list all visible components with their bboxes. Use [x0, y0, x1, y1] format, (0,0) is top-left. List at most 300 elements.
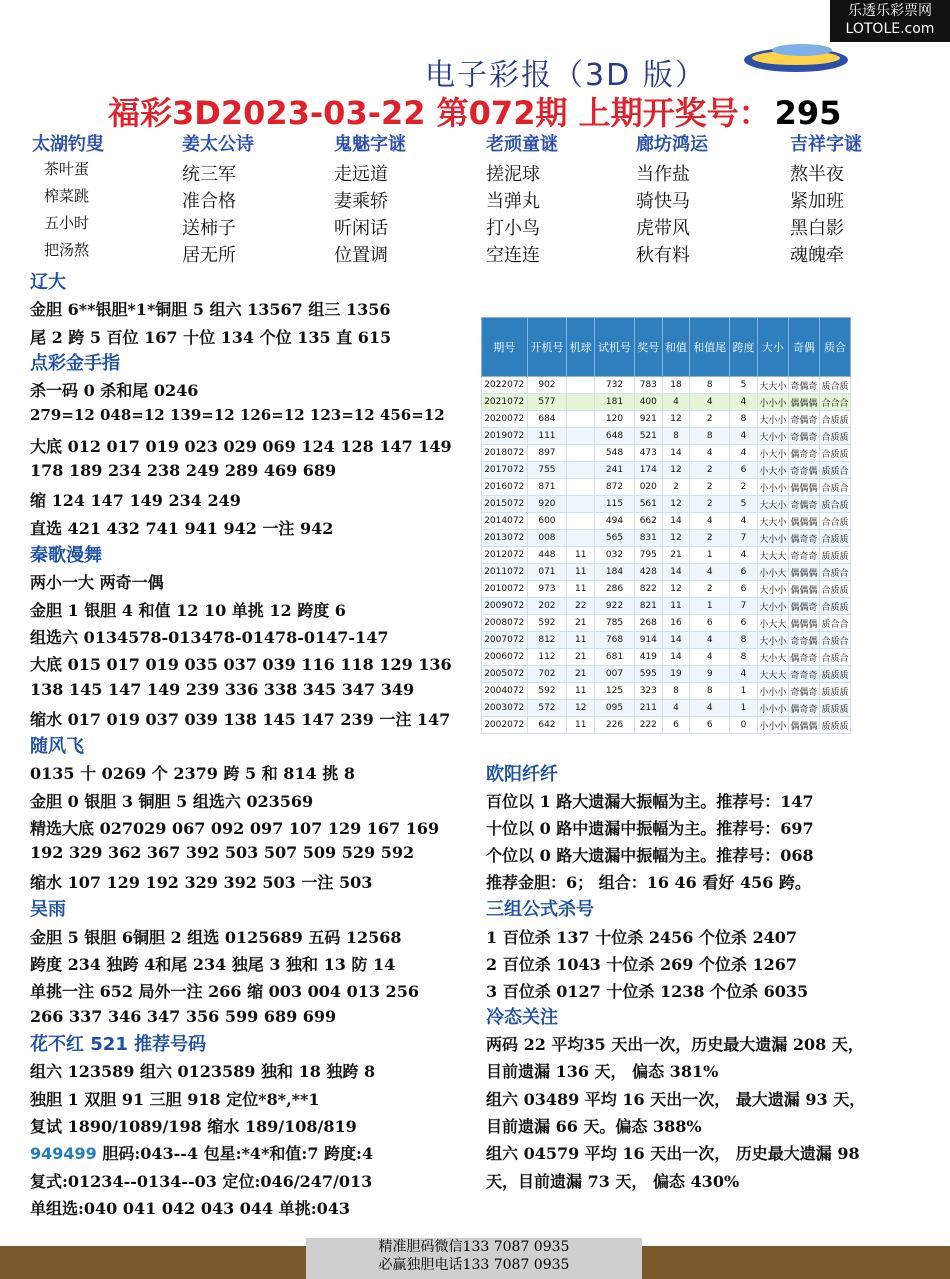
- table-cell: 14: [662, 513, 690, 530]
- riddle-item: 榨菜跳: [44, 187, 90, 205]
- table-cell: 质合质: [819, 377, 850, 394]
- table-cell: 8: [662, 428, 690, 445]
- table-cell: 592: [527, 615, 567, 632]
- sff-line: 192 329 362 367 392 503 507 509 529 592: [30, 843, 415, 862]
- section-title-dcjsz: 点彩金手指: [30, 353, 120, 374]
- section-title-liaoda: 辽大: [30, 272, 66, 293]
- table-cell: 2009072: [482, 598, 528, 615]
- table-cell: 0: [730, 717, 758, 734]
- table-cell: 7: [730, 598, 758, 615]
- table-cell: 268: [634, 615, 662, 632]
- table-cell: 12: [662, 411, 690, 428]
- riddle-column-title: 姜太公诗: [182, 134, 254, 155]
- table-cell: 18: [662, 377, 690, 394]
- dcjsz-line: 178 189 234 238 249 289 469 689: [30, 461, 337, 480]
- table-cell: 大小小: [757, 598, 788, 615]
- table-cell: 020: [634, 479, 662, 496]
- table-cell: 755: [527, 462, 567, 479]
- table-cell: 合质质: [819, 598, 850, 615]
- table-row: [482, 649, 851, 666]
- wy-line: 单挑一注 652 局外一注 266 缩 003 004 013 256: [30, 982, 419, 1001]
- table-cell: 奇奇奇: [788, 547, 819, 564]
- table-cell: 奇偶奇: [788, 496, 819, 513]
- table-cell: 2: [690, 411, 730, 428]
- table-cell: 14: [662, 649, 690, 666]
- table-cell: 小小小: [757, 683, 788, 700]
- table-cell: [567, 462, 595, 479]
- table-cell: 质质质: [819, 683, 850, 700]
- table-cell: 897: [527, 445, 567, 462]
- riddle-item: 居无所: [182, 245, 236, 266]
- table-cell: 973: [527, 581, 567, 598]
- table-cell: 2006072: [482, 649, 528, 666]
- table-cell: 偶奇奇: [788, 700, 819, 717]
- table-cell: 120: [595, 411, 635, 428]
- riddle-column-title: 太湖钓叟: [32, 134, 104, 155]
- table-cell: 奇偶奇: [788, 411, 819, 428]
- qgmw-line: 大底 015 017 019 035 037 039 116 118 129 136: [30, 655, 452, 674]
- table-cell: 494: [595, 513, 635, 530]
- table-cell: 768: [595, 632, 635, 649]
- table-cell: 902: [527, 377, 567, 394]
- section-title-ltgz: 冷态关注: [486, 1007, 558, 1028]
- table-cell: 2: [662, 479, 690, 496]
- table-cell: 4: [690, 632, 730, 649]
- tail-line: [30, 1141, 373, 1164]
- table-cell: [567, 513, 595, 530]
- section-title-sff: 随风飞: [30, 736, 84, 757]
- table-cell: 小小大: [757, 564, 788, 581]
- table-cell: 1: [690, 598, 730, 615]
- table-header-cell: 大小: [757, 318, 788, 377]
- table-cell: 783: [634, 377, 662, 394]
- table-cell: 11: [567, 547, 595, 564]
- table-cell: 12: [662, 462, 690, 479]
- table-header-cell: 和值尾: [690, 318, 730, 377]
- riddle-item: 茶叶蛋: [44, 160, 90, 178]
- table-cell: 大大小: [757, 377, 788, 394]
- table-header-cell: 期号: [482, 318, 528, 377]
- table-cell: 合质合: [819, 649, 850, 666]
- szgs-line: 3 百位杀 0127 十位杀 1238 个位杀 6035: [486, 982, 809, 1001]
- table-cell: 12: [567, 700, 595, 717]
- oyqy-line: 个位以 0 路大遗漏中振幅为主。推荐号：068: [486, 846, 814, 865]
- table-cell: 2014072: [482, 513, 528, 530]
- footer-line2: 必赢独胆电话133 7087 0935: [378, 1257, 570, 1273]
- table-cell: 112: [527, 649, 567, 666]
- table-cell: 奇奇偶: [788, 632, 819, 649]
- sff-line: 精选大底 027029 067 092 097 107 129 167 169: [30, 819, 440, 838]
- table-cell: 8: [730, 411, 758, 428]
- headline: [108, 88, 841, 134]
- table-cell: 合质质: [819, 428, 850, 445]
- sff-line: 金胆 0 银胆 3 铜胆 5 组选六 023569: [30, 792, 314, 811]
- table-cell: 4: [690, 649, 730, 666]
- table-cell: 2007072: [482, 632, 528, 649]
- table-cell: 202: [527, 598, 567, 615]
- table-cell: [567, 428, 595, 445]
- table-cell: 大大小: [757, 496, 788, 513]
- ltgz-line: 两码 22 平均35 天出一次，历史最大遗漏 208 天，: [486, 1035, 864, 1054]
- hbh-line: 复试 1890/1089/198 缩水 189/108/819: [30, 1117, 357, 1136]
- table-cell: 448: [527, 547, 567, 564]
- table-cell: 572: [527, 700, 567, 717]
- table-cell: 795: [634, 547, 662, 564]
- table-row: [482, 683, 851, 700]
- table-body: [482, 377, 851, 734]
- table-row: [482, 700, 851, 717]
- table-row: [482, 394, 851, 411]
- qgmw-line: 金胆 1 银胆 4 和值 12 10 单挑 12 跨度 6: [30, 601, 346, 620]
- oyqy-line: 十位以 0 路中遗漏中振幅为主。推荐号：697: [486, 819, 814, 838]
- table-cell: 质质质: [819, 547, 850, 564]
- table-cell: 6: [690, 615, 730, 632]
- table-cell: 4: [730, 547, 758, 564]
- table-cell: 7: [730, 530, 758, 547]
- table-row: [482, 377, 851, 394]
- riddle-item: 虎带风: [636, 218, 690, 239]
- history-table: [481, 317, 851, 734]
- table-cell: 2022072: [482, 377, 528, 394]
- tail-text: 胆码:043--4 包星:*4*和值:7 跨度:4: [96, 1144, 374, 1163]
- dcjsz-line: 缩 124 147 149 234 249: [30, 491, 241, 510]
- table-cell: 032: [595, 547, 635, 564]
- table-cell: 12: [662, 530, 690, 547]
- table-cell: 4: [730, 428, 758, 445]
- ltgz-line: 组六 03489 平均 16 天出一次， 最大遗漏 93 天，: [486, 1090, 866, 1109]
- table-row: [482, 581, 851, 598]
- table-row: [482, 513, 851, 530]
- table-cell: 561: [634, 496, 662, 513]
- section-title-wy: 吴雨: [30, 899, 66, 920]
- table-cell: 2004072: [482, 683, 528, 700]
- table-cell: 4: [690, 445, 730, 462]
- table-cell: 642: [527, 717, 567, 734]
- table-cell: 合质合: [819, 632, 850, 649]
- table-row: [482, 462, 851, 479]
- table-cell: 11: [567, 683, 595, 700]
- table-cell: 2016072: [482, 479, 528, 496]
- table-cell: 5: [730, 377, 758, 394]
- hbh-line: 独胆 1 双胆 91 三胆 918 定位*8*,**1: [30, 1090, 320, 1109]
- table-cell: 1: [730, 683, 758, 700]
- ltgz-line: 天，目前遗漏 73 天， 偏态 430%: [486, 1172, 740, 1191]
- table-cell: 4: [730, 666, 758, 683]
- table-cell: 831: [634, 530, 662, 547]
- table-row: [482, 496, 851, 513]
- riddle-item: 当弹丸: [486, 191, 540, 212]
- table-cell: 合质合: [819, 564, 850, 581]
- liaoda-line: 尾 2 跨 5 百位 167 十位 134 个位 135 直 615: [30, 328, 392, 347]
- riddle-item: 当作盐: [636, 164, 690, 185]
- riddle-column-title: 老顽童谜: [486, 134, 558, 155]
- table-header-cell: 开机号: [527, 318, 567, 377]
- hbh-line: 组六 123589 组六 0123589 独和 18 独跨 8: [30, 1062, 376, 1081]
- table-cell: 偶偶偶: [788, 479, 819, 496]
- table-cell: 4: [690, 564, 730, 581]
- table-cell: 偶偶偶: [788, 394, 819, 411]
- wy-line: 跨度 234 独跨 4和尾 234 独尾 3 独和 13 防 14: [30, 955, 396, 974]
- footer-contact-box: [306, 1238, 642, 1279]
- table-cell: 181: [595, 394, 635, 411]
- qgmw-line: 138 145 147 149 239 336 338 345 347 349: [30, 680, 415, 699]
- table-cell: [567, 411, 595, 428]
- qgmw-line: 组选六 0134578-013478-01478-0147-147: [30, 628, 389, 647]
- table-cell: 质质合: [819, 462, 850, 479]
- table-cell: 2021072: [482, 394, 528, 411]
- table-cell: 2020072: [482, 411, 528, 428]
- table-cell: 偶奇奇: [788, 445, 819, 462]
- qgmw-line: 缩水 017 019 037 039 138 145 147 239 一注 147: [30, 710, 451, 729]
- table-row: [482, 445, 851, 462]
- table-cell: 质质质: [819, 717, 850, 734]
- table-cell: 071: [527, 564, 567, 581]
- table-cell: 2: [690, 581, 730, 598]
- table-cell: 007: [595, 666, 635, 683]
- table-cell: 大大小: [757, 513, 788, 530]
- table-header-cell: 机球: [567, 318, 595, 377]
- table-cell: 奇偶奇: [788, 683, 819, 700]
- section-title-szgs: 三组公式杀号: [486, 899, 594, 920]
- riddle-item: 秋有料: [636, 245, 690, 266]
- riddle-item: 把汤熬: [44, 241, 90, 259]
- table-cell: 323: [634, 683, 662, 700]
- table-cell: 2018072: [482, 445, 528, 462]
- table-cell: 合合合: [819, 394, 850, 411]
- table-cell: 14: [662, 564, 690, 581]
- table-cell: 偶偶偶: [788, 717, 819, 734]
- table-cell: 11: [567, 632, 595, 649]
- table-cell: 2: [690, 530, 730, 547]
- table-row: [482, 564, 851, 581]
- table-cell: 1: [730, 700, 758, 717]
- table-cell: 4: [662, 394, 690, 411]
- tail-line: 单组选:040 041 042 043 044 单挑:043: [30, 1199, 351, 1218]
- table-header-cell: 奇偶: [788, 318, 819, 377]
- table-cell: 11: [567, 717, 595, 734]
- table-cell: 2010072: [482, 581, 528, 598]
- table-row: [482, 666, 851, 683]
- table-cell: 小大大: [757, 615, 788, 632]
- section-title-oyqy: 欧阳纤纤: [486, 764, 558, 785]
- brand-title: 电子彩报（3D 版）: [425, 58, 707, 93]
- table-cell: 12: [662, 581, 690, 598]
- table-cell: 008: [527, 530, 567, 547]
- table-cell: 质合质: [819, 496, 850, 513]
- table-cell: 小大小: [757, 462, 788, 479]
- oyqy-line: 百位以 1 路大遗漏大振幅为主。推荐号：147: [486, 792, 814, 811]
- table-cell: 662: [634, 513, 662, 530]
- table-cell: 702: [527, 666, 567, 683]
- table-cell: 2005072: [482, 666, 528, 683]
- section-title-qgmw: 秦歌漫舞: [30, 545, 102, 566]
- table-cell: 6: [730, 615, 758, 632]
- table-cell: 400: [634, 394, 662, 411]
- table-cell: 质质质: [819, 700, 850, 717]
- riddle-item: 搓泥球: [486, 164, 540, 185]
- table-header-cell: 试机号: [595, 318, 635, 377]
- table-cell: 184: [595, 564, 635, 581]
- table-cell: 681: [595, 649, 635, 666]
- table-row: [482, 530, 851, 547]
- table-cell: 785: [595, 615, 635, 632]
- riddle-item: 准合格: [182, 191, 236, 212]
- table-cell: 822: [634, 581, 662, 598]
- table-cell: 125: [595, 683, 635, 700]
- riddle-item: 妻乘轿: [334, 191, 388, 212]
- dcjsz-line: 杀一码 0 杀和尾 0246: [30, 381, 199, 400]
- table-cell: 11: [662, 598, 690, 615]
- table-cell: 419: [634, 649, 662, 666]
- table-cell: 奇奇偶: [788, 462, 819, 479]
- table-cell: 577: [527, 394, 567, 411]
- section-title-hbh: 花不红 521 推荐号码: [30, 1034, 207, 1055]
- riddle-item: 打小鸟: [486, 218, 540, 239]
- table-cell: 732: [595, 377, 635, 394]
- table-cell: 920: [527, 496, 567, 513]
- table-cell: 821: [634, 598, 662, 615]
- table-cell: 12: [662, 496, 690, 513]
- table-cell: 921: [634, 411, 662, 428]
- tail-line: 复式:01234--0134--03 定位:046/247/013: [30, 1172, 373, 1191]
- table-cell: 211: [634, 700, 662, 717]
- table-cell: 偶奇奇: [788, 530, 819, 547]
- table-cell: 872: [595, 479, 635, 496]
- table-cell: 595: [634, 666, 662, 683]
- sff-line: 缩水 107 129 192 329 392 503 一注 503: [30, 873, 373, 892]
- table-cell: 111: [527, 428, 567, 445]
- table-cell: 6: [730, 581, 758, 598]
- table-cell: 5: [730, 496, 758, 513]
- table-cell: 4: [730, 394, 758, 411]
- table-cell: 8: [690, 428, 730, 445]
- table-cell: 6: [662, 717, 690, 734]
- table-cell: 小小小: [757, 700, 788, 717]
- table-row: [482, 615, 851, 632]
- table-cell: 2008072: [482, 615, 528, 632]
- table-row: [482, 717, 851, 734]
- table-cell: 大小小: [757, 530, 788, 547]
- table-cell: 6: [730, 462, 758, 479]
- table-cell: 2002072: [482, 717, 528, 734]
- site-watermark: [830, 0, 950, 42]
- table-cell: 095: [595, 700, 635, 717]
- szgs-line: 2 百位杀 1043 十位杀 269 个位杀 1267: [486, 955, 798, 974]
- szgs-line: 1 百位杀 137 十位杀 2456 个位杀 2407: [486, 928, 798, 947]
- table-cell: 大小小: [757, 632, 788, 649]
- table-cell: 6: [690, 717, 730, 734]
- table-cell: 4: [662, 700, 690, 717]
- table-cell: 548: [595, 445, 635, 462]
- table-cell: 8: [690, 683, 730, 700]
- table-cell: [567, 530, 595, 547]
- dcjsz-line: 大底 012 017 019 023 029 069 124 128 147 149: [30, 437, 452, 456]
- table-cell: 11: [567, 581, 595, 598]
- table-cell: 合质质: [819, 445, 850, 462]
- table-cell: 286: [595, 581, 635, 598]
- table-cell: 16: [662, 615, 690, 632]
- table-cell: 922: [595, 598, 635, 615]
- table-cell: 合合质: [819, 513, 850, 530]
- table-row: [482, 411, 851, 428]
- table-cell: 8: [662, 683, 690, 700]
- table-row: [482, 479, 851, 496]
- table-cell: 偶偶偶: [788, 513, 819, 530]
- wy-line: 金胆 5 银胆 6铜胆 2 组选 0125689 五码 12568: [30, 928, 402, 947]
- riddle-item: 送柿子: [182, 218, 236, 239]
- sff-line: 0135 十 0269 个 2379 跨 5 和 814 挑 8: [30, 764, 355, 783]
- table-cell: 2: [730, 479, 758, 496]
- table-cell: 偶偶奇: [788, 598, 819, 615]
- table-cell: [567, 377, 595, 394]
- ltgz-line: 目前遗漏 66 天。偏态 388%: [486, 1117, 702, 1136]
- table-header-cell: 质合: [819, 318, 850, 377]
- table-cell: 偶偶偶: [788, 564, 819, 581]
- liaoda-line: 金胆 6**银胆*1*铜胆 5 组六 13567 组三 1356: [30, 300, 391, 319]
- table-cell: [567, 479, 595, 496]
- table-cell: 600: [527, 513, 567, 530]
- wy-line: 266 337 346 347 356 599 689 699: [30, 1007, 337, 1026]
- table-cell: 6: [730, 564, 758, 581]
- table-cell: 4: [730, 513, 758, 530]
- table-cell: 小小小: [757, 717, 788, 734]
- footer-line1: 精准胆码微信133 7087 0935: [378, 1239, 570, 1255]
- ltgz-line: 目前遗漏 136 天， 偏态 381%: [486, 1062, 719, 1081]
- table-cell: 小大小: [757, 445, 788, 462]
- table-cell: 大大大: [757, 666, 788, 683]
- riddle-item: 听闲话: [334, 218, 388, 239]
- table-cell: 914: [634, 632, 662, 649]
- headline-title: 福彩3D2023-03-22 第072期 上期开奖号：: [108, 94, 771, 132]
- qgmw-line: 两小一大 两奇一偶: [30, 573, 164, 592]
- tail-code: 949499: [30, 1144, 97, 1163]
- table-cell: 592: [527, 683, 567, 700]
- table-cell: 19: [662, 666, 690, 683]
- table-cell: 小小小: [757, 394, 788, 411]
- table-cell: 小小小: [757, 479, 788, 496]
- table-cell: 684: [527, 411, 567, 428]
- riddle-item: 骑快马: [636, 191, 690, 212]
- table-cell: 偶偶偶: [788, 581, 819, 598]
- last-draw-number: 295: [774, 94, 842, 132]
- table-cell: 226: [595, 717, 635, 734]
- table-header-cell: 奖号: [634, 318, 662, 377]
- table-cell: 合质质: [819, 581, 850, 598]
- table-cell: [567, 496, 595, 513]
- table-cell: 大大大: [757, 547, 788, 564]
- table-cell: 14: [662, 632, 690, 649]
- riddle-item: 紧加班: [790, 191, 844, 212]
- table-header-cell: 和值: [662, 318, 690, 377]
- dcjsz-line: 直选 421 432 741 941 942 一注 942: [30, 519, 334, 538]
- table-cell: 合质质: [819, 411, 850, 428]
- watermark-line2: LOTOLE.com: [845, 21, 935, 37]
- table-cell: 2012072: [482, 547, 528, 564]
- riddle-item: 走远道: [334, 164, 388, 185]
- table-cell: 174: [634, 462, 662, 479]
- table-cell: 2: [690, 462, 730, 479]
- table-cell: 2015072: [482, 496, 528, 513]
- table-cell: 8: [730, 649, 758, 666]
- table-row: [482, 598, 851, 615]
- table-cell: 大小小: [757, 411, 788, 428]
- table-cell: [567, 394, 595, 411]
- logo-graphic-icon: [742, 38, 850, 78]
- riddle-item: 熬半夜: [790, 164, 844, 185]
- table-cell: 21: [662, 547, 690, 564]
- ltgz-line: 组六 04579 平均 16 天出一次， 历史最大遗漏 98: [486, 1144, 860, 1163]
- table-cell: 428: [634, 564, 662, 581]
